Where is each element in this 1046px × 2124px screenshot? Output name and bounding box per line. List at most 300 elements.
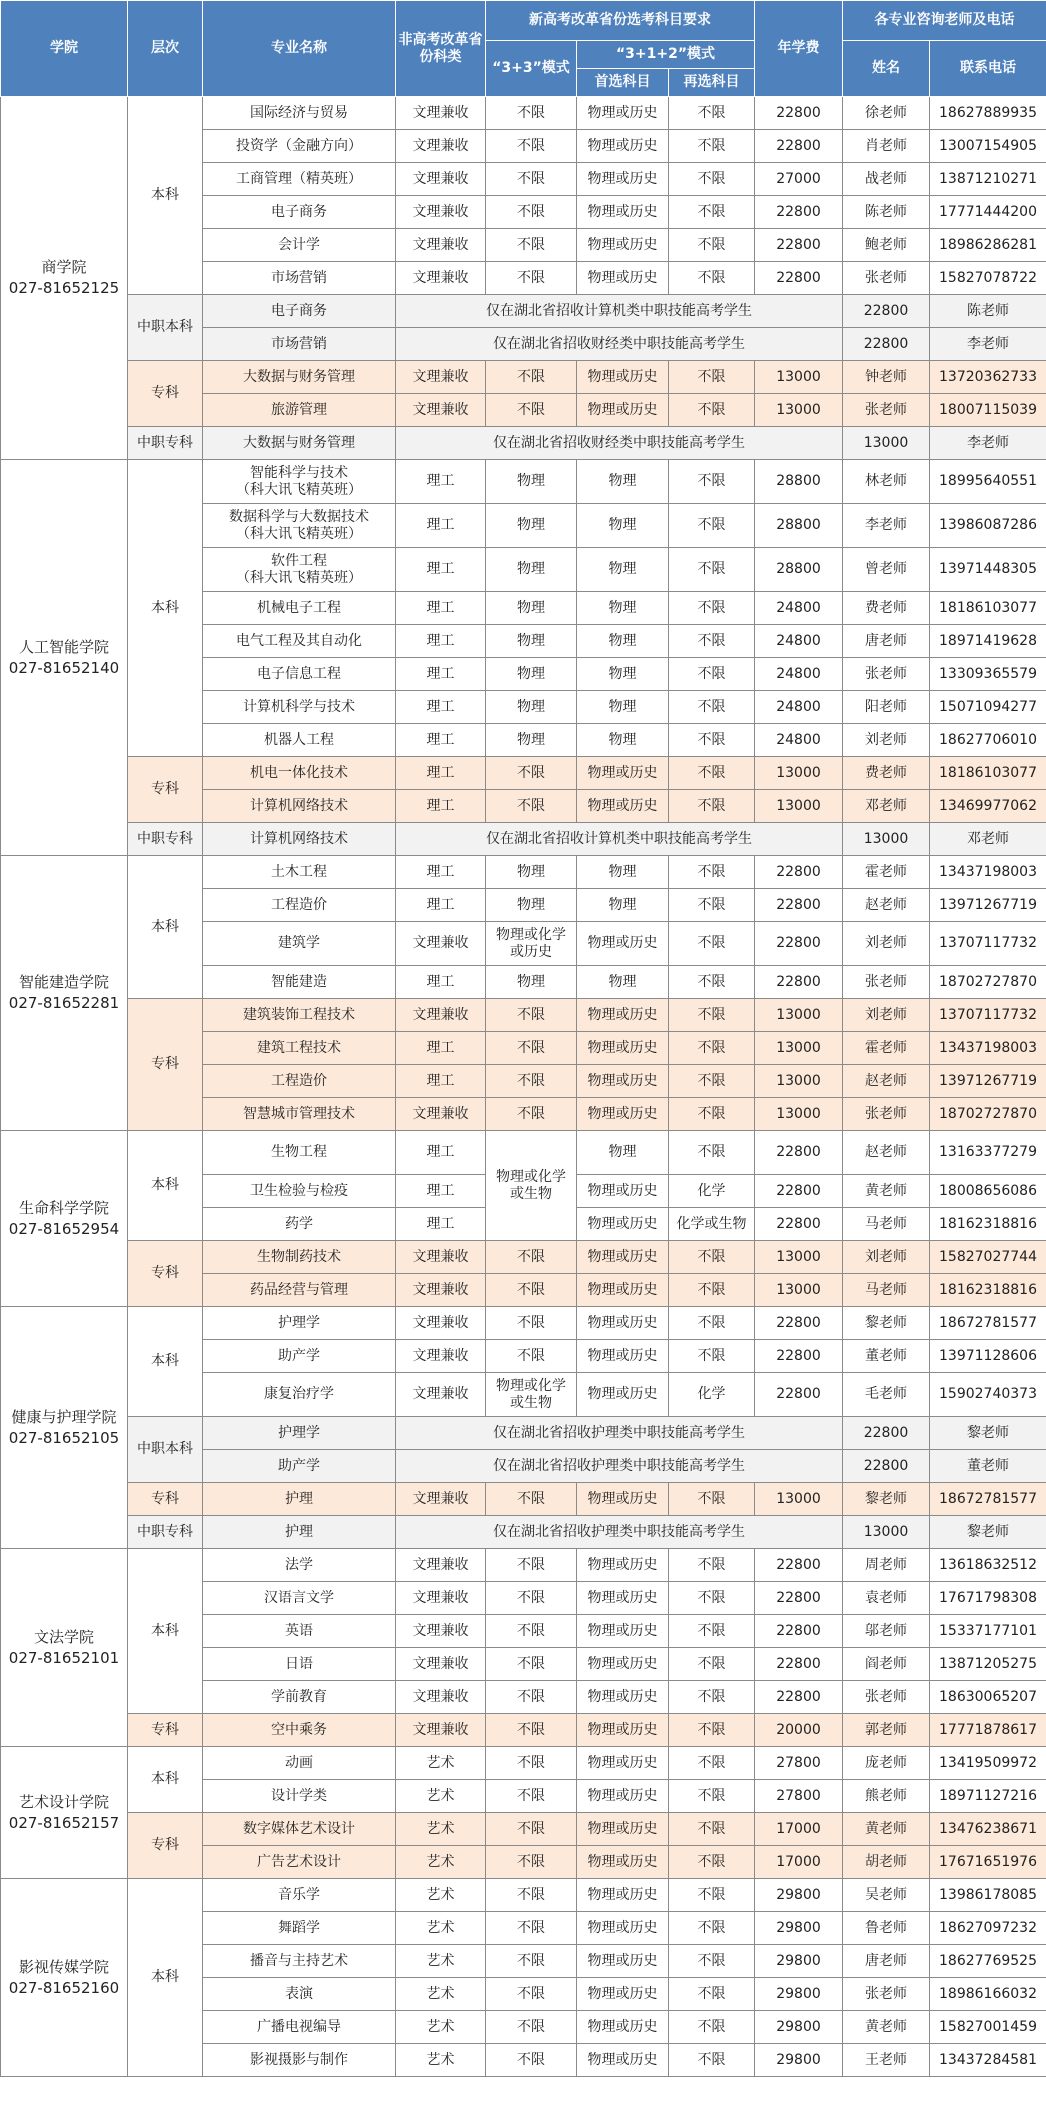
phone-cell: 18986286281 (930, 229, 1046, 262)
major-cell: 护理学 (203, 1307, 396, 1340)
college-cell: 商学院 027-81652125 (1, 97, 128, 460)
phone-cell: 13437284581 (930, 2044, 1046, 2077)
college-cell: 艺术设计学院 027-81652157 (1, 1747, 128, 1879)
phone-cell: 18672781577 (930, 1307, 1046, 1340)
mode33-cell: 不限 (486, 790, 577, 823)
category-cell: 文理兼收 (396, 1373, 486, 1417)
second-subject-cell: 不限 (669, 658, 755, 691)
fee-cell: 24800 (755, 724, 843, 757)
phone-cell: 15071094277 (930, 691, 1046, 724)
major-cell: 国际经济与贸易 (203, 97, 396, 130)
restriction-note: 仅在湖北省招收计算机类中职技能高考学生 (396, 823, 843, 856)
header-mode33: “3+3”模式 (486, 41, 577, 97)
mode33-cell: 不限 (486, 361, 577, 394)
category-cell: 理工 (396, 966, 486, 999)
fee-cell: 28800 (755, 460, 843, 504)
level-cell: 本科 (128, 460, 203, 757)
mode33-cell: 物理 (486, 460, 577, 504)
phone-cell: 17771878617 (930, 1714, 1046, 1747)
major-cell: 机电一体化技术 (203, 757, 396, 790)
second-subject-cell: 不限 (669, 757, 755, 790)
category-cell: 理工 (396, 592, 486, 625)
second-subject-cell: 不限 (669, 1241, 755, 1274)
level-cell: 专科 (128, 757, 203, 823)
second-subject-cell: 不限 (669, 460, 755, 504)
category-cell: 理工 (396, 1032, 486, 1065)
fee-cell: 22800 (843, 1417, 930, 1450)
major-cell: 软件工程 （科大讯飞精英班） (203, 548, 396, 592)
second-subject-cell: 不限 (669, 1681, 755, 1714)
category-cell: 文理兼收 (396, 1307, 486, 1340)
teacher-cell: 马老师 (843, 1274, 930, 1307)
major-cell: 数字媒体艺术设计 (203, 1813, 396, 1846)
teacher-cell: 阳老师 (843, 691, 930, 724)
category-cell: 理工 (396, 1208, 486, 1241)
table-row (1, 856, 1046, 889)
table-row (1, 1714, 1046, 1747)
phone-cell: 15337177101 (930, 1615, 1046, 1648)
category-cell: 文理兼收 (396, 1681, 486, 1714)
major-cell: 设计学类 (203, 1780, 396, 1813)
mode33-cell: 不限 (486, 1846, 577, 1879)
level-cell: 中职专科 (128, 823, 203, 856)
teacher-cell: 林老师 (843, 460, 930, 504)
restriction-note: 仅在湖北省招收计算机类中职技能高考学生 (396, 295, 843, 328)
major-cell: 英语 (203, 1615, 396, 1648)
fee-cell: 22800 (755, 1131, 843, 1175)
second-subject-cell: 不限 (669, 1549, 755, 1582)
fee-cell: 29800 (755, 1945, 843, 1978)
restriction-note: 仅在湖北省招收财经类中职技能高考学生 (396, 328, 843, 361)
first-subject-cell: 物理或历史 (577, 1065, 669, 1098)
first-subject-cell: 物理 (577, 592, 669, 625)
second-subject-cell: 不限 (669, 394, 755, 427)
second-subject-cell: 不限 (669, 1747, 755, 1780)
first-subject-cell: 物理 (577, 504, 669, 548)
category-cell: 文理兼收 (396, 394, 486, 427)
first-subject-cell: 物理 (577, 658, 669, 691)
phone-cell: 13871205275 (930, 1648, 1046, 1681)
major-cell: 大数据与财务管理 (203, 427, 396, 460)
fee-cell: 29800 (755, 1879, 843, 1912)
mode33-cell: 不限 (486, 1648, 577, 1681)
category-cell: 理工 (396, 1175, 486, 1208)
first-subject-cell: 物理 (577, 856, 669, 889)
restriction-note: 仅在湖北省招收护理类中职技能高考学生 (396, 1516, 843, 1549)
major-cell: 药品经营与管理 (203, 1274, 396, 1307)
second-subject-cell: 不限 (669, 922, 755, 966)
first-subject-cell: 物理或历史 (577, 790, 669, 823)
fee-cell: 22800 (755, 856, 843, 889)
first-subject-cell: 物理或历史 (577, 1648, 669, 1681)
table-row (1, 1241, 1046, 1274)
restriction-note: 仅在湖北省招收护理类中职技能高考学生 (396, 1450, 843, 1483)
first-subject-cell: 物理或历史 (577, 999, 669, 1032)
fee-cell: 22800 (755, 1208, 843, 1241)
fee-cell: 28800 (755, 548, 843, 592)
major-cell: 机械电子工程 (203, 592, 396, 625)
fee-cell: 13000 (843, 1516, 930, 1549)
category-cell: 理工 (396, 1131, 486, 1175)
level-cell: 本科 (128, 1549, 203, 1714)
table-row (1, 823, 1046, 856)
category-cell: 文理兼收 (396, 196, 486, 229)
phone-cell: 17671798308 (930, 1582, 1046, 1615)
major-cell: 电子信息工程 (203, 658, 396, 691)
major-cell: 智慧城市管理技术 (203, 1098, 396, 1131)
category-cell: 文理兼收 (396, 1615, 486, 1648)
phone-cell: 18702727870 (930, 1098, 1046, 1131)
fee-cell: 13000 (755, 757, 843, 790)
fee-cell: 29800 (755, 1912, 843, 1945)
teacher-cell: 阎老师 (843, 1648, 930, 1681)
second-subject-cell: 不限 (669, 504, 755, 548)
category-cell: 理工 (396, 724, 486, 757)
first-subject-cell: 物理或历史 (577, 1912, 669, 1945)
major-cell: 工程造价 (203, 1065, 396, 1098)
fee-cell: 22800 (755, 97, 843, 130)
teacher-cell: 张老师 (843, 1098, 930, 1131)
phone-cell: 13007154905 (930, 130, 1046, 163)
category-cell: 理工 (396, 790, 486, 823)
table-row (1, 1813, 1046, 1846)
second-subject-cell: 不限 (669, 1483, 755, 1516)
phone-cell: 13971267719 (930, 889, 1046, 922)
second-subject-cell: 不限 (669, 1813, 755, 1846)
phone-cell: 15902740373 (930, 1373, 1046, 1417)
college-cell: 智能建造学院 027-81652281 (1, 856, 128, 1131)
teacher-cell: 唐老师 (843, 1945, 930, 1978)
teacher-cell: 鲍老师 (843, 229, 930, 262)
second-subject-cell: 不限 (669, 966, 755, 999)
mode33-cell: 物理 (486, 856, 577, 889)
first-subject-cell: 物理或历史 (577, 1780, 669, 1813)
major-cell: 计算机网络技术 (203, 790, 396, 823)
header-old-reform: 非高考改革省份科类 (396, 1, 486, 97)
major-cell: 工程造价 (203, 889, 396, 922)
header-new-reform: 新高考改革省份选考科目要求 (486, 1, 755, 41)
category-cell: 理工 (396, 757, 486, 790)
phone-cell: 18971419628 (930, 625, 1046, 658)
teacher-cell: 霍老师 (843, 1032, 930, 1065)
teacher-cell: 邓老师 (930, 823, 1046, 856)
fee-cell: 22800 (755, 229, 843, 262)
major-cell: 影视摄影与制作 (203, 2044, 396, 2077)
fee-cell: 22800 (755, 1681, 843, 1714)
first-subject-cell: 物理或历史 (577, 97, 669, 130)
second-subject-cell: 不限 (669, 691, 755, 724)
fee-cell: 29800 (755, 1978, 843, 2011)
major-cell: 舞蹈学 (203, 1912, 396, 1945)
teacher-cell: 庞老师 (843, 1747, 930, 1780)
second-subject-cell: 化学 (669, 1175, 755, 1208)
mode33-cell: 不限 (486, 1274, 577, 1307)
teacher-cell: 黄老师 (843, 2011, 930, 2044)
phone-cell: 13437198003 (930, 856, 1046, 889)
second-subject-cell: 不限 (669, 1648, 755, 1681)
teacher-cell: 刘老师 (843, 999, 930, 1032)
header-level: 层次 (128, 1, 203, 97)
first-subject-cell: 物理 (577, 724, 669, 757)
second-subject-cell: 不限 (669, 724, 755, 757)
major-cell: 护理 (203, 1516, 396, 1549)
major-cell: 大数据与财务管理 (203, 361, 396, 394)
teacher-cell: 战老师 (843, 163, 930, 196)
second-subject-cell: 不限 (669, 2011, 755, 2044)
major-cell: 护理 (203, 1483, 396, 1516)
level-cell: 中职专科 (128, 1516, 203, 1549)
second-subject-cell: 不限 (669, 548, 755, 592)
table-row (1, 757, 1046, 790)
mode33-cell: 不限 (486, 1813, 577, 1846)
major-cell: 电气工程及其自动化 (203, 625, 396, 658)
major-cell: 学前教育 (203, 1681, 396, 1714)
phone-cell: 18627706010 (930, 724, 1046, 757)
mode33-cell: 物理 (486, 889, 577, 922)
teacher-cell: 董老师 (930, 1450, 1046, 1483)
category-cell: 艺术 (396, 1780, 486, 1813)
category-cell: 文理兼收 (396, 130, 486, 163)
major-cell: 旅游管理 (203, 394, 396, 427)
category-cell: 文理兼收 (396, 97, 486, 130)
header-consult: 各专业咨询老师及电话 (843, 1, 1046, 41)
level-cell: 本科 (128, 97, 203, 295)
second-subject-cell: 不限 (669, 1945, 755, 1978)
second-subject-cell: 不限 (669, 790, 755, 823)
major-cell: 计算机网络技术 (203, 823, 396, 856)
phone-cell: 17671651976 (930, 1846, 1046, 1879)
table-row (1, 460, 1046, 504)
major-cell: 市场营销 (203, 262, 396, 295)
fee-cell: 22800 (755, 922, 843, 966)
level-cell: 本科 (128, 1131, 203, 1241)
phone-cell: 13871210271 (930, 163, 1046, 196)
restriction-note: 仅在湖北省招收财经类中职技能高考学生 (396, 427, 843, 460)
major-cell: 药学 (203, 1208, 396, 1241)
table-row (1, 1483, 1046, 1516)
fee-cell: 13000 (755, 1274, 843, 1307)
phone-cell: 15827078722 (930, 262, 1046, 295)
teacher-cell: 刘老师 (843, 724, 930, 757)
category-cell: 理工 (396, 504, 486, 548)
fee-cell: 22800 (843, 1450, 930, 1483)
mode33-cell: 不限 (486, 999, 577, 1032)
major-cell: 生物工程 (203, 1131, 396, 1175)
phone-cell: 13707117732 (930, 922, 1046, 966)
level-cell: 本科 (128, 1879, 203, 2077)
table-body (1, 97, 1046, 2077)
teacher-cell: 曾老师 (843, 548, 930, 592)
category-cell: 文理兼收 (396, 1340, 486, 1373)
table-row (1, 97, 1046, 130)
teacher-cell: 刘老师 (843, 1241, 930, 1274)
category-cell: 艺术 (396, 2044, 486, 2077)
mode33-cell: 物理或化学 或历史 (486, 922, 577, 966)
level-cell: 专科 (128, 999, 203, 1131)
mode33-cell: 物理或化学 或生物 (486, 1373, 577, 1417)
first-subject-cell: 物理或历史 (577, 1681, 669, 1714)
fee-cell: 22800 (755, 1615, 843, 1648)
teacher-cell: 张老师 (843, 1681, 930, 1714)
major-cell: 空中乘务 (203, 1714, 396, 1747)
fee-cell: 22800 (755, 966, 843, 999)
first-subject-cell: 物理 (577, 625, 669, 658)
fee-cell: 22800 (755, 130, 843, 163)
level-cell: 专科 (128, 1714, 203, 1747)
mode33-cell: 不限 (486, 130, 577, 163)
first-subject-cell: 物理或历史 (577, 262, 669, 295)
mode33-cell: 物理 (486, 504, 577, 548)
fee-cell: 24800 (755, 658, 843, 691)
first-subject-cell: 物理或历史 (577, 229, 669, 262)
major-cell: 建筑学 (203, 922, 396, 966)
mode33-cell: 不限 (486, 163, 577, 196)
major-cell: 电子商务 (203, 196, 396, 229)
phone-cell: 18630065207 (930, 1681, 1046, 1714)
phone-cell: 18627889935 (930, 97, 1046, 130)
first-subject-cell: 物理或历史 (577, 2011, 669, 2044)
major-cell: 会计学 (203, 229, 396, 262)
table-row (1, 1516, 1046, 1549)
college-cell: 人工智能学院 027-81652140 (1, 460, 128, 856)
second-subject-cell: 不限 (669, 2044, 755, 2077)
second-subject-cell: 化学或生物 (669, 1208, 755, 1241)
category-cell: 理工 (396, 460, 486, 504)
teacher-cell: 张老师 (843, 262, 930, 295)
major-cell: 汉语言文学 (203, 1582, 396, 1615)
fee-cell: 13000 (843, 823, 930, 856)
first-subject-cell: 物理或历史 (577, 163, 669, 196)
teacher-cell: 邓老师 (843, 790, 930, 823)
phone-cell: 13469977062 (930, 790, 1046, 823)
teacher-cell: 李老师 (930, 427, 1046, 460)
mode33-cell: 不限 (486, 1307, 577, 1340)
table-row (1, 1747, 1046, 1780)
teacher-cell: 赵老师 (843, 889, 930, 922)
teacher-cell: 周老师 (843, 1549, 930, 1582)
second-subject-cell: 不限 (669, 1274, 755, 1307)
second-subject-cell: 不限 (669, 625, 755, 658)
major-cell: 工商管理（精英班） (203, 163, 396, 196)
teacher-cell: 陈老师 (930, 295, 1046, 328)
teacher-cell: 肖老师 (843, 130, 930, 163)
category-cell: 理工 (396, 889, 486, 922)
teacher-cell: 赵老师 (843, 1065, 930, 1098)
major-cell: 表演 (203, 1978, 396, 2011)
phone-cell: 13419509972 (930, 1747, 1046, 1780)
fee-cell: 24800 (755, 592, 843, 625)
table-row (1, 1549, 1046, 1582)
first-subject-cell: 物理或历史 (577, 2044, 669, 2077)
teacher-cell: 黎老师 (843, 1483, 930, 1516)
phone-cell: 13437198003 (930, 1032, 1046, 1065)
second-subject-cell: 不限 (669, 592, 755, 625)
phone-cell: 13986178085 (930, 1879, 1046, 1912)
second-subject-cell: 化学 (669, 1373, 755, 1417)
major-cell: 机器人工程 (203, 724, 396, 757)
phone-cell: 18995640551 (930, 460, 1046, 504)
mode33-cell: 物理 (486, 691, 577, 724)
table-row (1, 1417, 1046, 1450)
college-cell: 影视传媒学院 027-81652160 (1, 1879, 128, 2077)
first-subject-cell: 物理 (577, 966, 669, 999)
second-subject-cell: 不限 (669, 1978, 755, 2011)
fee-cell: 22800 (755, 1340, 843, 1373)
header-phone: 联系电话 (930, 41, 1046, 97)
fee-cell: 13000 (755, 1241, 843, 1274)
category-cell: 文理兼收 (396, 361, 486, 394)
fee-cell: 13000 (755, 1098, 843, 1131)
college-cell: 生命科学学院 027-81652954 (1, 1131, 128, 1307)
teacher-cell: 郭老师 (843, 1714, 930, 1747)
category-cell: 文理兼收 (396, 1483, 486, 1516)
second-subject-cell: 不限 (669, 999, 755, 1032)
phone-cell: 13971448305 (930, 548, 1046, 592)
level-cell: 专科 (128, 1241, 203, 1307)
fee-cell: 22800 (755, 1175, 843, 1208)
teacher-cell: 马老师 (843, 1208, 930, 1241)
first-subject-cell: 物理或历史 (577, 1714, 669, 1747)
teacher-cell: 张老师 (843, 658, 930, 691)
mode33-cell: 不限 (486, 1549, 577, 1582)
teacher-cell: 毛老师 (843, 1373, 930, 1417)
category-cell: 理工 (396, 548, 486, 592)
category-cell: 文理兼收 (396, 1582, 486, 1615)
second-subject-cell: 不限 (669, 1032, 755, 1065)
category-cell: 文理兼收 (396, 922, 486, 966)
category-cell: 艺术 (396, 1978, 486, 2011)
teacher-cell: 费老师 (843, 757, 930, 790)
fee-cell: 13000 (755, 790, 843, 823)
first-subject-cell: 物理 (577, 691, 669, 724)
major-cell: 生物制药技术 (203, 1241, 396, 1274)
second-subject-cell: 不限 (669, 1846, 755, 1879)
fee-cell: 13000 (755, 1032, 843, 1065)
teacher-cell: 张老师 (843, 394, 930, 427)
category-cell: 文理兼收 (396, 1274, 486, 1307)
phone-cell: 18672781577 (930, 1483, 1046, 1516)
category-cell: 艺术 (396, 2011, 486, 2044)
first-subject-cell: 物理或历史 (577, 1175, 669, 1208)
category-cell: 艺术 (396, 1879, 486, 1912)
first-subject-cell: 物理或历史 (577, 1098, 669, 1131)
table-row (1, 999, 1046, 1032)
category-cell: 艺术 (396, 1912, 486, 1945)
category-cell: 文理兼收 (396, 1241, 486, 1274)
mode33-cell: 物理 (486, 966, 577, 999)
second-subject-cell: 不限 (669, 1582, 755, 1615)
second-subject-cell: 不限 (669, 1912, 755, 1945)
fee-cell: 22800 (755, 262, 843, 295)
category-cell: 文理兼收 (396, 229, 486, 262)
mode33-cell: 不限 (486, 196, 577, 229)
level-cell: 专科 (128, 361, 203, 427)
first-subject-cell: 物理或历史 (577, 922, 669, 966)
mode33-cell: 物理 (486, 625, 577, 658)
fee-cell: 22800 (755, 1648, 843, 1681)
level-cell: 中职本科 (128, 295, 203, 361)
mode33-cell: 物理 (486, 724, 577, 757)
major-cell: 智能科学与技术 （科大讯飞精英班） (203, 460, 396, 504)
phone-cell: 18971127216 (930, 1780, 1046, 1813)
major-cell: 数据科学与大数据技术 （科大讯飞精英班） (203, 504, 396, 548)
header-mode312: “3+1+2”模式 (577, 41, 755, 69)
first-subject-cell: 物理或历史 (577, 1747, 669, 1780)
teacher-cell: 费老师 (843, 592, 930, 625)
phone-cell: 18627097232 (930, 1912, 1046, 1945)
table-row (1, 427, 1046, 460)
major-cell: 电子商务 (203, 295, 396, 328)
